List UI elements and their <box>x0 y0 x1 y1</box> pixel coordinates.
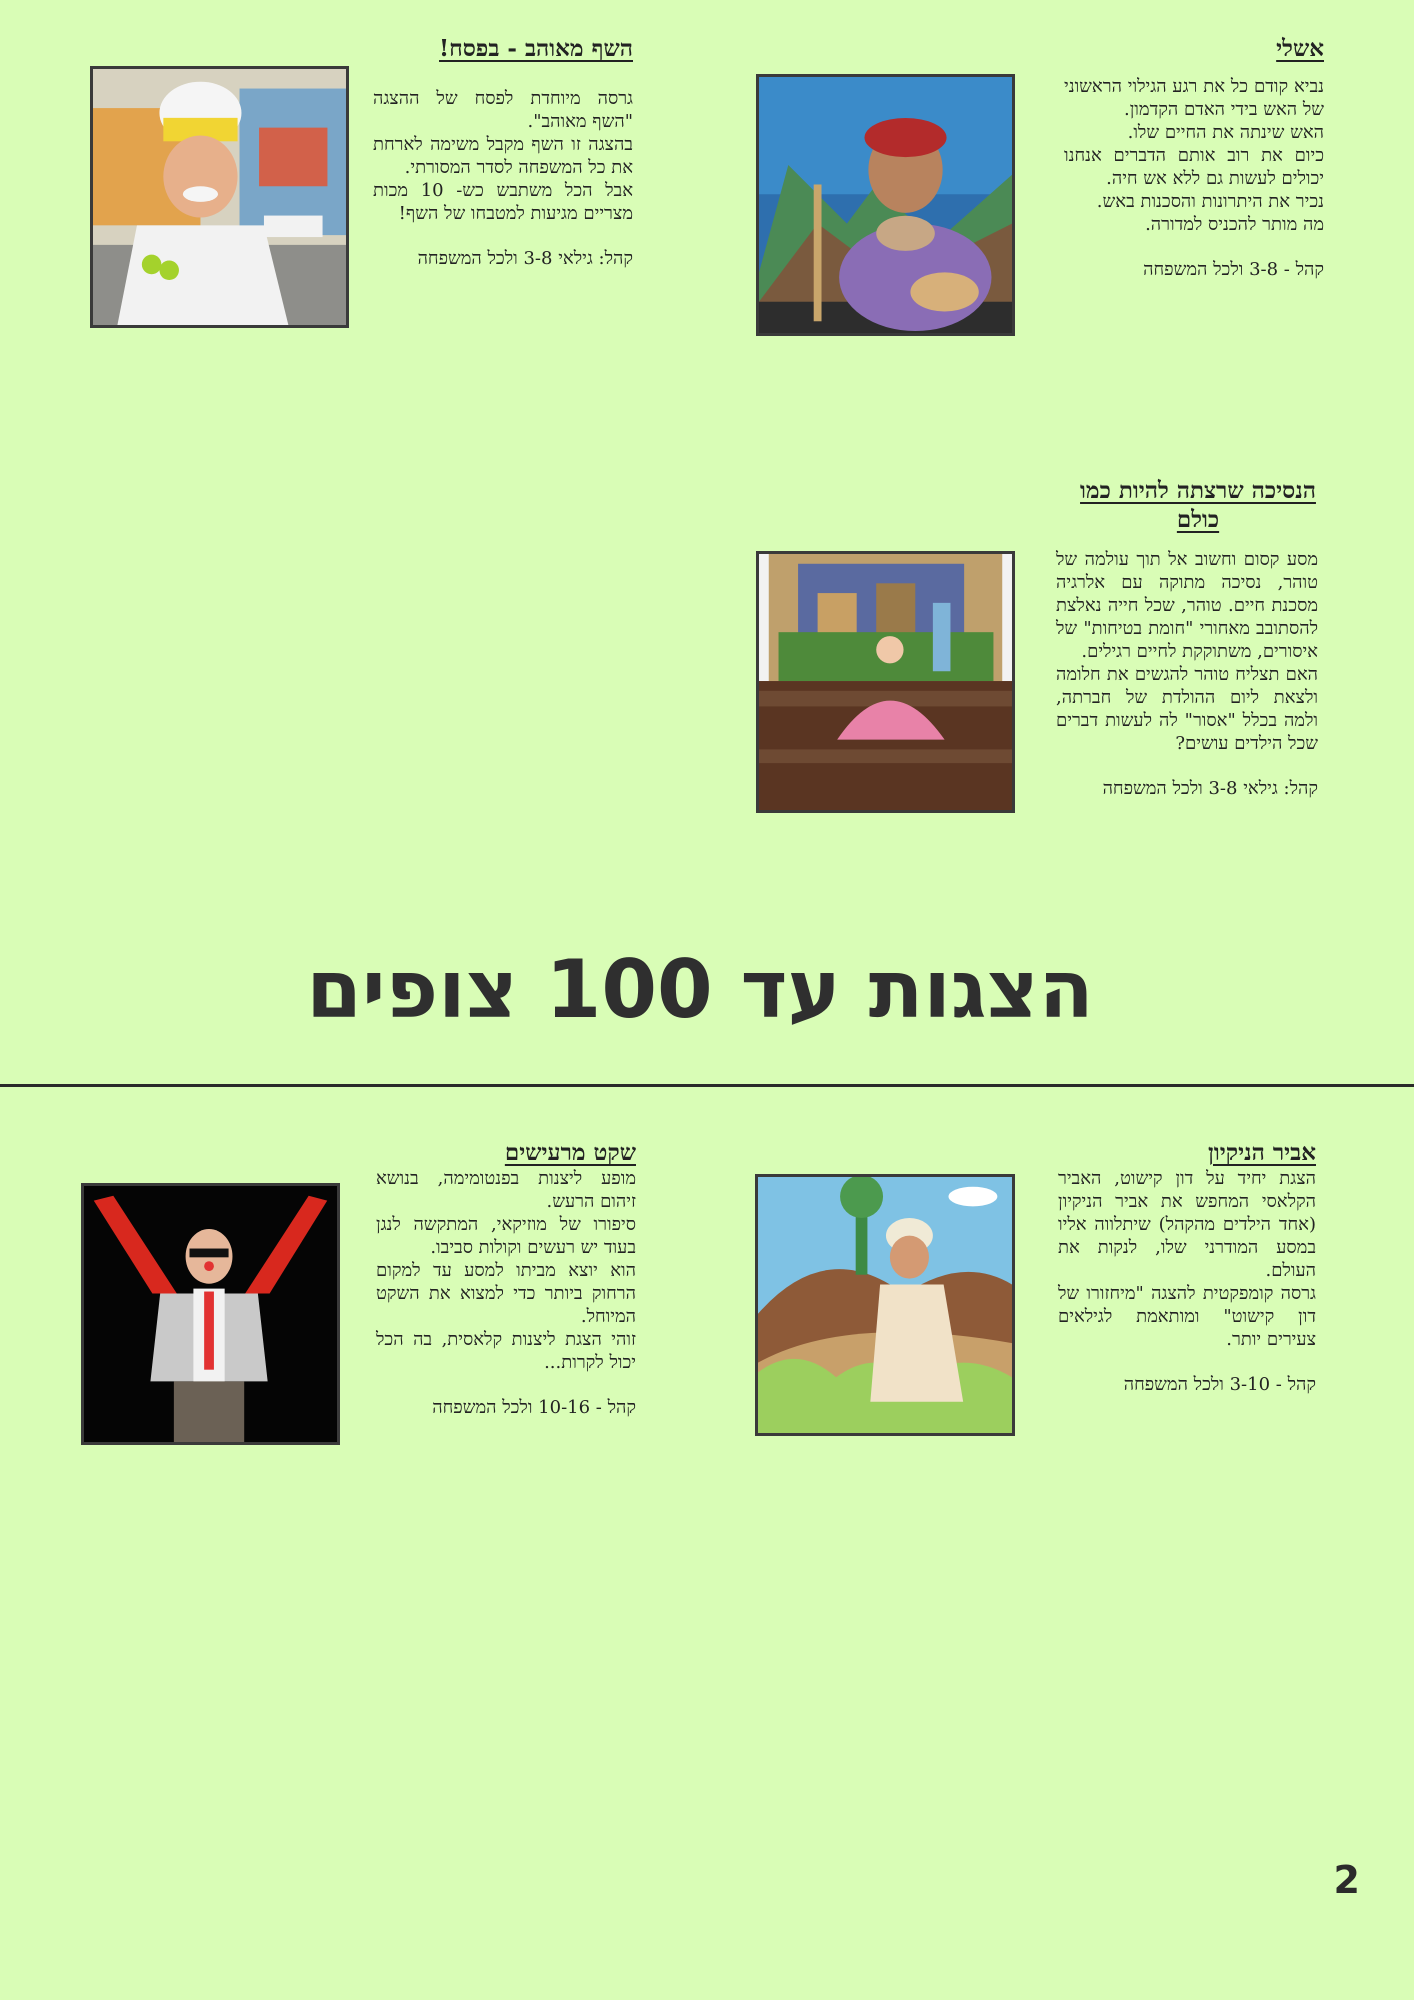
description-paragraph: זוהי הצגת ליצנות קלאסית, בה הכל יכול לקרות... <box>376 1329 636 1373</box>
description-paragraph: מסע קסום וחשוב אל תוך עולמה של טוהר, נסיכה מתוקה עם אלרגיה מסכנת חיים. טוהר, שכל חייה נאלצת להסתובב מאחורי "חומת בטיחות" של איסורים, משתוקקת לחיים רגילים. <box>1056 549 1318 662</box>
show-description <box>1056 548 1318 755</box>
show-description <box>373 87 633 225</box>
show-ashli <box>1064 34 1324 281</box>
description-paragraph: מה מותר להכניס למדורה. <box>1145 214 1324 235</box>
page-number: 2 <box>1333 1858 1360 1902</box>
description-paragraph: סיפורו של מוזיקאי, המתקשה לנגן בעוד יש רעשים וקולות סביבו. <box>376 1214 636 1258</box>
audience-label: קהל: גילאי 3-8 ולכל המשפחה <box>1102 778 1318 799</box>
show-description <box>376 1167 636 1374</box>
show-noisy-silence <box>376 1138 636 1419</box>
photo-chef-passover <box>90 66 349 328</box>
show-title: שקט מרעישים <box>504 1139 636 1166</box>
show-title: אשלי <box>1276 35 1324 62</box>
show-title: אביר הניקיון <box>1207 1139 1316 1166</box>
section-headline: הצגות עד 100 צופים <box>306 943 1094 1036</box>
description-paragraph: נכיר את היתרונות והסכנות באש. <box>1096 191 1324 212</box>
audience-label: קהל: גילאי 3-8 ולכל המשפחה <box>417 248 633 269</box>
description-paragraph: בהצגה זו השף מקבל משימה לארחת את כל המשפחה לסדר המסורתי. <box>373 134 633 178</box>
description-paragraph: כיום את רוב אותם הדברים אנחנו יכולים לעשות גם ללא אש חיה. <box>1064 145 1324 189</box>
photo-ashli-puppet <box>756 74 1015 336</box>
show-princess <box>1056 476 1318 800</box>
description-paragraph: נביא קודם כל את רגע הגילוי הראשוני של האש בידי האדם הקדמון. <box>1064 76 1324 120</box>
show-cleanliness-knight <box>1058 1138 1316 1396</box>
description-paragraph: הוא יוצא מביתו למסע עד למקום הרחוק ביותר כדי למצוא את השקט המיוחל. <box>376 1260 636 1327</box>
show-title: השף מאוהב - בפסח! <box>439 35 633 62</box>
audience-label: קהל - 10-16 ולכל המשפחה <box>432 1397 636 1418</box>
show-description <box>1064 75 1324 236</box>
show-chef-passover <box>373 34 633 270</box>
show-title: הנסיכה שרצתה להיות כמו כולם <box>1080 477 1316 533</box>
photo-princess-puppet <box>756 551 1015 813</box>
photo-clown-musician <box>81 1183 340 1445</box>
description-paragraph: האם תצליח טוהר להגשים את חלומה ולצאת ליום ההולדת של חברתה, ולמה בכלל "אסור" לה לעשות דברים שכל הילדים עושים? <box>1056 664 1318 754</box>
photo-cleanliness-knight <box>755 1174 1015 1436</box>
show-description <box>1058 1167 1316 1351</box>
divider <box>0 1084 1414 1087</box>
description-paragraph: הצגת יחיד על דון קישוט, האביר הקלאסי המחפש את אביר הניקיון (אחד הילדים מהקהל) שיתלווה אליו במסע המודרני שלו, לנקות את העולם. <box>1058 1168 1316 1281</box>
description-paragraph: גרסה קומפקטית להצגה "מיחזורו של דון קישוט" ומותאמת לגילאים צעירים יותר. <box>1058 1283 1316 1350</box>
description-paragraph: אבל הכל משתבש כש- 10 מכות מצריים מגיעות למטבחו של השף! <box>373 180 633 224</box>
description-paragraph: מופע ליצנות בפנטומימה, בנושא זיהום הרעש. <box>376 1168 636 1212</box>
description-paragraph: האש שינתה את החיים שלו. <box>1127 122 1324 143</box>
audience-label: קהל - 3-8 ולכל המשפחה <box>1143 259 1324 280</box>
description-paragraph: גרסה מיוחדת לפסח של ההצגה "השף מאוהב". <box>373 88 633 132</box>
audience-label: קהל - 3-10 ולכל המשפחה <box>1123 1374 1316 1395</box>
